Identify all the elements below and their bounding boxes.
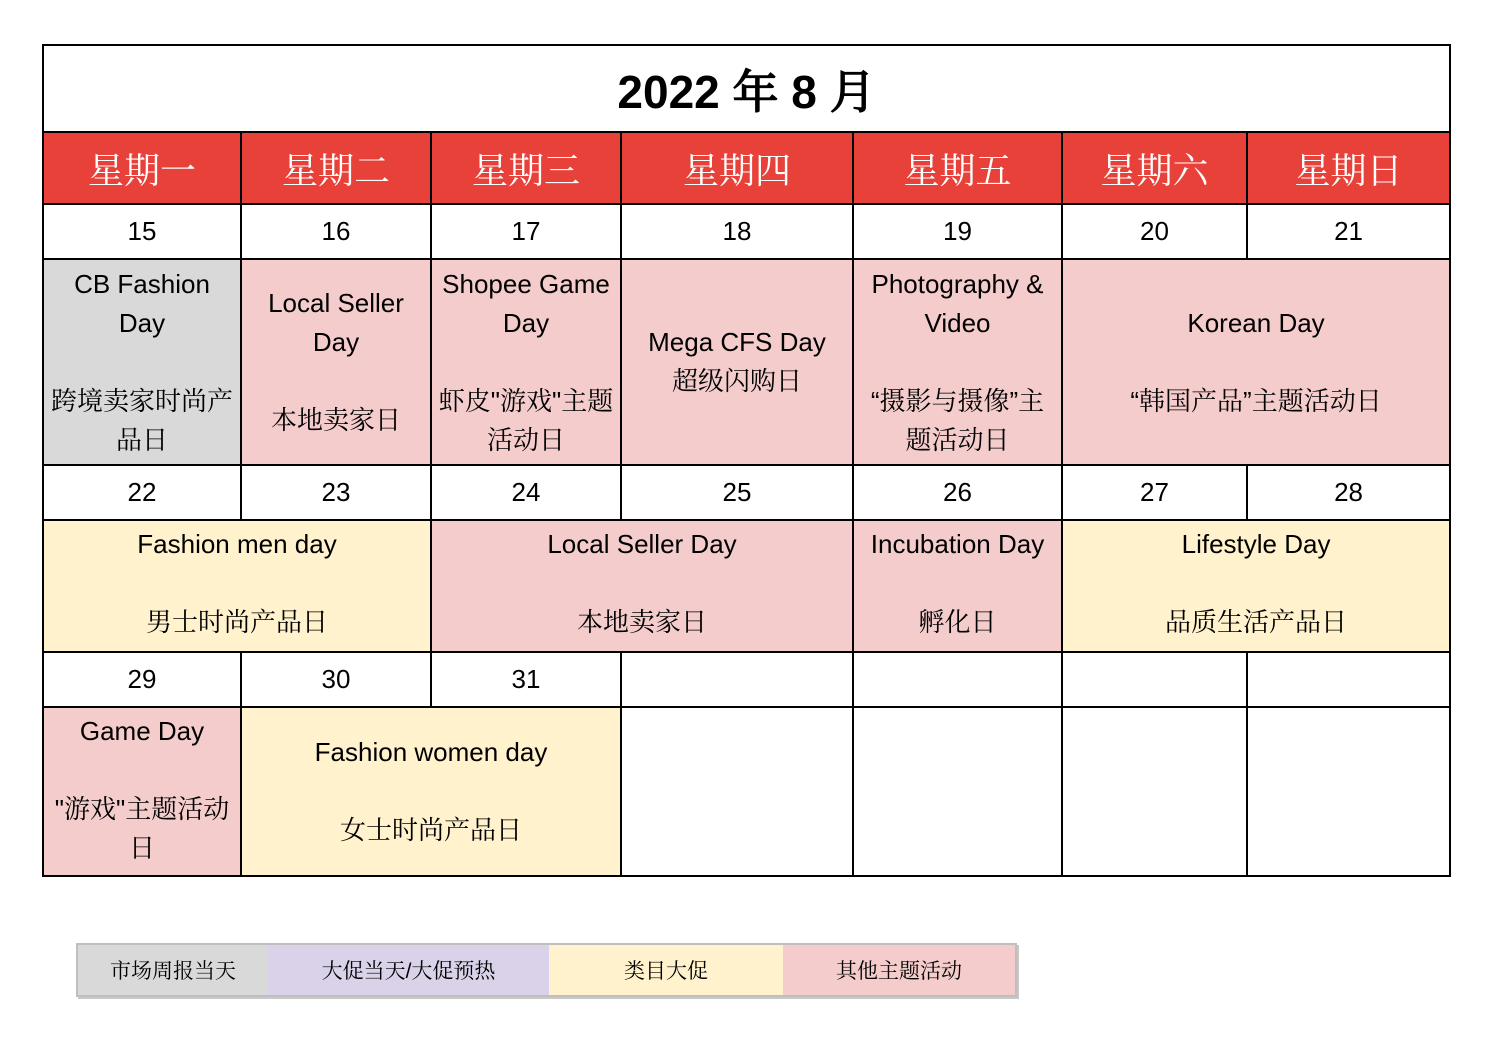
event-fashion-men-day (43, 520, 431, 652)
date-cell: 31 (431, 652, 621, 707)
date-cell-empty (1247, 652, 1450, 707)
event-title-cn: 女士时尚产品日 (339, 815, 522, 845)
event-shopee-game-day (431, 259, 621, 465)
date-cell: 30 (241, 652, 431, 707)
event-cell-empty (1062, 707, 1247, 876)
event-cb-fashion-day (43, 259, 241, 465)
date-cell: 19 (853, 204, 1062, 259)
event-title-en: Game Day (79, 716, 205, 746)
event-title-en: Local Seller Day (547, 529, 737, 559)
event-title-en: Fashion men day (137, 529, 337, 559)
date-cell: 15 (43, 204, 241, 259)
weekday-sun: 星期日 (1247, 132, 1450, 204)
weekday-mon: 星期一 (43, 132, 241, 204)
event-title-en: Photography & Video (871, 268, 1044, 338)
event-title-cn: 超级闪购日 (671, 366, 802, 396)
date-cell: 22 (43, 465, 241, 520)
event-title-cn: “韩国产品”主题活动日 (1130, 385, 1382, 416)
weekday-header-row (43, 132, 1450, 204)
event-title-en: Fashion women day (314, 737, 548, 767)
date-cell: 29 (43, 652, 241, 707)
event-title-cn: 虾皮"游戏"主题活动日 (438, 385, 614, 455)
color-legend (76, 943, 1017, 997)
date-cell: 27 (1062, 465, 1247, 520)
event-title-cn: 本地卖家日 (270, 405, 401, 435)
date-cell: 18 (621, 204, 853, 259)
event-mega-cfs-day (621, 259, 853, 465)
event-game-day (43, 707, 241, 876)
legend-other-theme: 其他主题活动 (783, 945, 1015, 995)
date-cell-empty (853, 652, 1062, 707)
date-cell-empty (621, 652, 853, 707)
date-cell-empty (1062, 652, 1247, 707)
date-cell: 20 (1062, 204, 1247, 259)
event-title-en: Local Seller Day (268, 288, 404, 357)
event-title-cn: "游戏"主题活动日 (54, 794, 230, 863)
date-row-week2 (43, 465, 1450, 520)
event-title-cn: 男士时尚产品日 (145, 607, 328, 637)
event-title-cn: 本地卖家日 (576, 607, 707, 637)
event-row-week3 (43, 707, 1450, 876)
legend-mega-promo: 大促当天/大促预热 (268, 945, 549, 995)
event-title-cn: “摄影与摄像”主题活动日 (870, 385, 1045, 455)
weekday-sat: 星期六 (1062, 132, 1247, 204)
date-cell: 26 (853, 465, 1062, 520)
event-title-cn: 品质生活产品日 (1165, 607, 1348, 637)
date-cell: 23 (241, 465, 431, 520)
event-korean-day (1062, 259, 1450, 465)
event-title-cn: 孵化日 (918, 607, 997, 637)
date-cell: 16 (241, 204, 431, 259)
date-cell: 21 (1247, 204, 1450, 259)
event-title-en: CB Fashion Day (74, 268, 210, 338)
event-title-en: Korean Day (1187, 307, 1325, 338)
legend-market-report: 市场周报当天 (78, 945, 268, 995)
weekday-fri: 星期五 (853, 132, 1062, 204)
weekday-tue: 星期二 (241, 132, 431, 204)
event-row-week2 (43, 520, 1450, 652)
legend-category-promo: 类目大促 (549, 945, 783, 995)
date-cell: 25 (621, 465, 853, 520)
event-title-en: Shopee Game Day (442, 268, 610, 338)
event-cell-empty (621, 707, 853, 876)
calendar-table (42, 44, 1451, 877)
date-cell: 24 (431, 465, 621, 520)
event-fashion-women-day (241, 707, 621, 876)
date-row-week3 (43, 652, 1450, 707)
date-cell: 28 (1247, 465, 1450, 520)
event-cell-empty (1247, 707, 1450, 876)
event-title-cn: 跨境卖家时尚产品日 (50, 385, 233, 455)
event-photography-video (853, 259, 1062, 465)
event-cell-empty (853, 707, 1062, 876)
calendar-title: 2022 年 8 月 (43, 45, 1450, 132)
event-title-en: Lifestyle Day (1181, 529, 1331, 559)
event-local-seller-day-2 (431, 520, 853, 652)
date-cell: 17 (431, 204, 621, 259)
weekday-wed: 星期三 (431, 132, 621, 204)
event-row-week1 (43, 259, 1450, 465)
event-local-seller-day (241, 259, 431, 465)
date-row-week1 (43, 204, 1450, 259)
event-lifestyle-day (1062, 520, 1450, 652)
event-title-en: Mega CFS Day (648, 327, 826, 357)
weekday-thu: 星期四 (621, 132, 853, 204)
event-title-en: Incubation Day (870, 529, 1045, 559)
event-incubation-day (853, 520, 1062, 652)
